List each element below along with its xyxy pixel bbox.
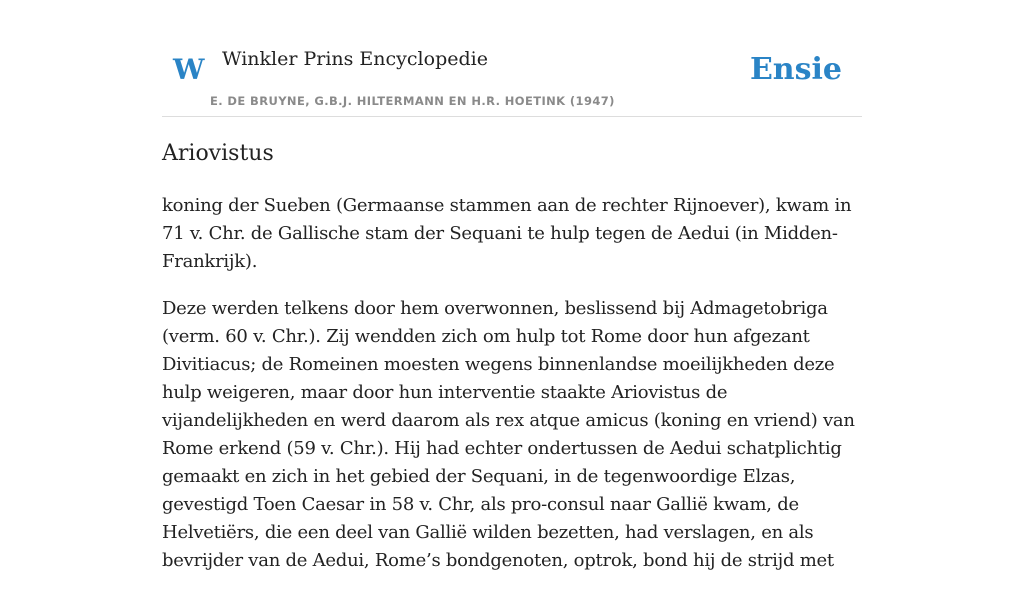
brand-logo-link[interactable]: Ensie bbox=[749, 52, 842, 87]
article-title: Ariovistus bbox=[162, 141, 274, 166]
source-logo: W bbox=[173, 53, 205, 86]
article-body bbox=[162, 192, 862, 575]
source-authors: E. DE BRUYNE, G.B.J. HILTERMANN EN H.R. HOETINK (1947) bbox=[210, 94, 615, 108]
source-title[interactable]: Winkler Prins Encyclopedie bbox=[222, 48, 488, 70]
article-paragraph: Deze werden telkens door hem overwonnen, beslissend bij Admagetobriga (verm. 60 v. Chr.). Zij wendden zich om hulp tot Rome door hun afgezant Divitiacus; de Romeinen moesten wegens binnenlandse moeilijkheden deze hulp weigeren, maar door hun interventie staakte Ariovistus de vijandelijkheden en werd daarom als rex atque amicus (koning en vriend) van Rome erkend (59 v. Chr.). Hij had echter ondertussen de Aedui schatplichtig gemaakt en zich in het gebied der Sequani, in de tegenwoordige Elzas, gevestigd Toen Caesar in 58 v. Chr, als pro-consul naar Gallië kwam, de Helvetiërs, die een deel van Gallië wilden bezetten, had verslagen, en als bevrijder van de Aedui, Rome’s bondgenoten, optrok, bond hij de strijd met bbox=[162, 298, 855, 571]
source-header bbox=[162, 0, 862, 117]
article-paragraph: koning der Sueben (Germaanse stammen aan de rechter Rijnoever), kwam in 71 v. Chr. de Gallische stam der Sequani te hulp tegen de Aedui (in Midden-Frankrijk). bbox=[162, 195, 852, 272]
article bbox=[162, 138, 862, 594]
